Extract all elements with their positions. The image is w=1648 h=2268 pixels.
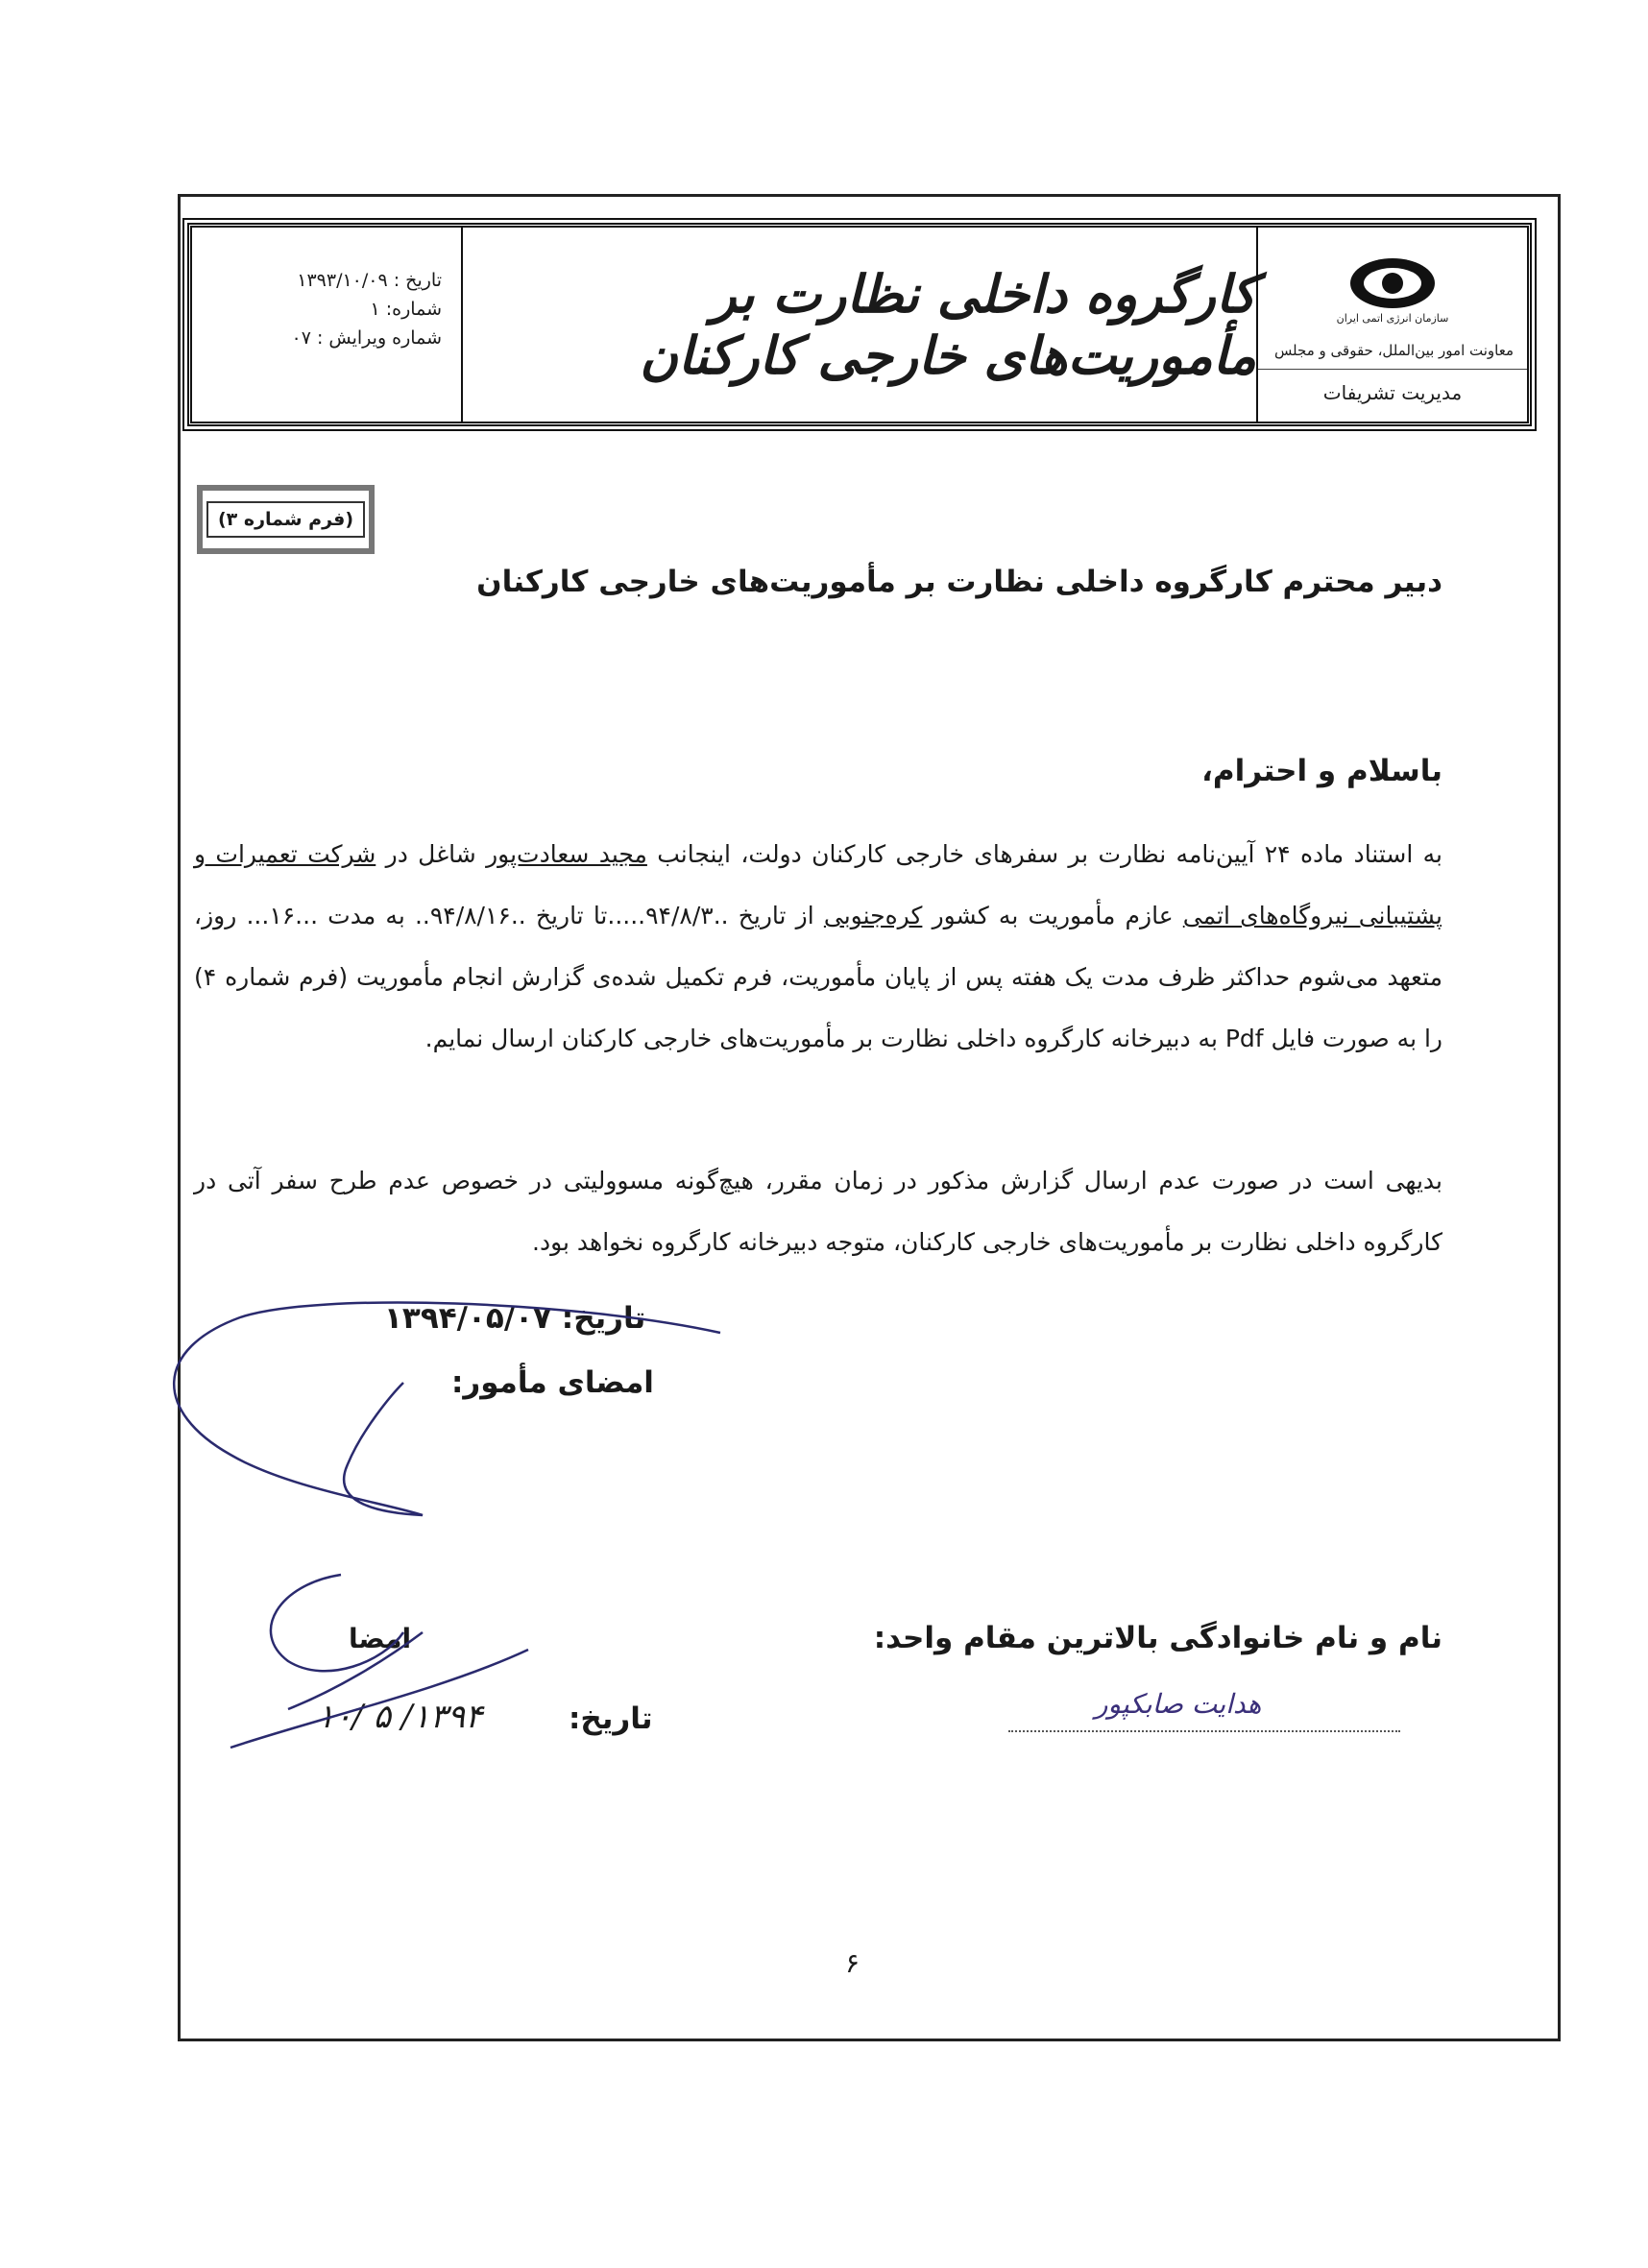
letterhead-meta xyxy=(192,228,463,422)
officer-signature-label: امضای مأمور: xyxy=(451,1365,654,1400)
unit-head-sign-label: امضا xyxy=(349,1623,412,1654)
paragraph-text: عازم مأموریت به کشور xyxy=(922,902,1183,929)
deputy-name: معاونت امور بین‌الملل، حقوقی و مجلس xyxy=(1273,342,1514,359)
destination-country: کره‌جنوبی xyxy=(823,902,923,929)
header-edition: شماره ویرایش : ۰۷ xyxy=(291,327,442,349)
aeoi-logo-icon xyxy=(1348,256,1437,310)
page-number: ۶ xyxy=(845,1947,860,1979)
letterhead-org xyxy=(1256,228,1527,422)
letterhead xyxy=(187,223,1532,426)
paragraph-text: از تاریخ ..۹۴/۸/۳.....تا تاریخ ..۹۴/۸/۱۶.. به مدت ...۱۶... روز، متعهد می‌شوم حداکثر ظرف مدت یک هفته پس از پایان مأموریت، فرم تکمیل شده‌ی گزارش انجام مأموریت (فرم شماره ۴) را به صورت فایل Pdf به دبیرخانه کارگروه داخلی نظارت بر مأموریت‌های خارجی کارکنان ارسال نمایم. xyxy=(194,902,1442,1052)
commitment-paragraph xyxy=(194,824,1442,1070)
addressee: دبیر محترم کارگروه داخلی نظارت بر مأموریت‌های خارجی کارکنان xyxy=(476,565,1442,599)
paragraph-text: به استناد ماده ۲۴ آیین‌نامه نظارت بر سفرهای خارجی کارکنان دولت، اینجانب xyxy=(646,840,1443,868)
header-number: شماره: ۱ xyxy=(370,299,442,320)
officer-date: تاریخ: ۱۳۹۴/۰۵/۰۷ xyxy=(384,1301,646,1336)
name-dotted-line xyxy=(1008,1730,1400,1732)
greeting: باسلام و احترام، xyxy=(1201,754,1442,788)
unit-head-date-label: تاریخ: xyxy=(569,1701,653,1736)
handwritten-date: ۱۳۹۴/ ۵ /۱۰ xyxy=(317,1698,483,1736)
paragraph-text: شاغل در xyxy=(376,840,487,868)
letterhead-title-cell xyxy=(463,228,1256,422)
divider xyxy=(1258,369,1527,370)
handwritten-head-name: هدایت صابکپور xyxy=(1095,1688,1262,1720)
management-name: مدیریت تشریفات xyxy=(1322,381,1463,404)
form-number-label: (فرم شماره ۳) xyxy=(206,501,365,538)
company-name: شرکت تعمیرات و پشتیبانی نیروگاه‌های اتمی xyxy=(194,840,1442,929)
page-frame xyxy=(178,194,1561,2041)
letterhead-title: کارگروه داخلی نظارت بر مأموریت‌های خارجی کارکنان xyxy=(640,263,1256,386)
org-name: سازمان انرژی اتمی ایران xyxy=(1336,312,1449,325)
unit-head-label: نام و نام خانوادگی بالاترین مقام واحد: xyxy=(873,1621,1442,1655)
form-number-box xyxy=(197,485,375,554)
header-date: تاریخ : ۱۳۹۳/۱۰/۰۹ xyxy=(297,270,442,291)
disclaimer-paragraph: بدیهی است در صورت عدم ارسال گزارش مذکور در زمان مقرر، هیچ‌گونه مسوولیتی در خصوص عدم طرح سفر آتی در کارگروه داخلی نظارت بر مأموریت‌های خارجی کارکنان، متوجه دبیرخانه کارگروه نخواهد بود. xyxy=(194,1167,1442,1256)
employee-name: مجید سعادت‌پور xyxy=(486,840,647,868)
